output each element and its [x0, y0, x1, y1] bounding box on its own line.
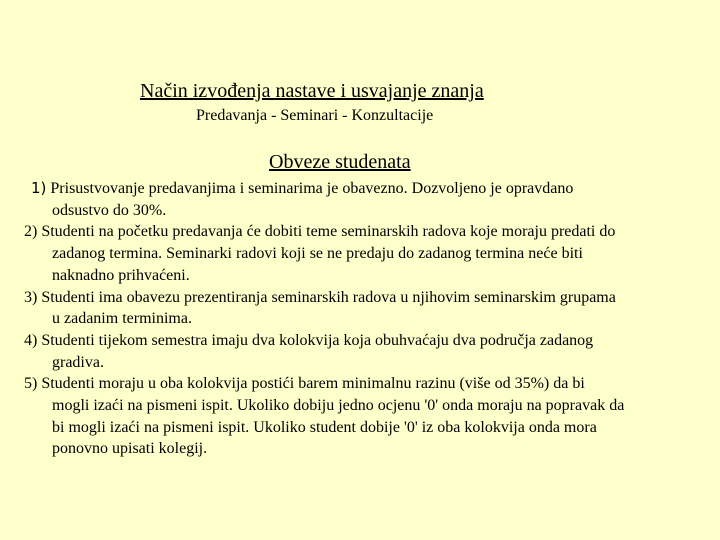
obligation-text-line: mogli izaći na pismeni ispit. Ukoliko dobiju jedno ocjenu '0' onda moraju na popravak da — [52, 397, 625, 415]
obligation-number: 3) — [24, 288, 38, 306]
section-title: Obveze studenata — [269, 151, 411, 173]
obligation-text-line: Studenti tijekom semestra imaju dva kolokvija koja obuhvaćaju dva područja zadanog — [41, 331, 594, 349]
obligation-item-2 — [0, 221, 720, 286]
obligation-item-3 — [0, 287, 720, 330]
obligation-text-line: u zadanim terminima. — [52, 310, 192, 328]
obligation-number: 2) — [24, 223, 38, 241]
slide-subtitle: Predavanja - Seminari - Konzultacije — [196, 107, 434, 124]
obligation-number: 5) — [24, 375, 38, 393]
obligation-number: 1) — [31, 179, 47, 197]
obligation-text-line: gradiva. — [52, 353, 104, 371]
obligation-text-line: Studenti na početku predavanja će dobiti teme seminarskih radova koje moraju predati do — [41, 223, 616, 241]
obligation-text-line: ponovno upisati kolegij. — [52, 440, 208, 458]
obligation-text-line: naknadno prihvaćeni. — [52, 266, 190, 284]
obligation-text-line: bi mogli izaći na pismeni ispit. Ukoliko student dobije '0' iz oba kolokvija onda mora — [52, 418, 597, 436]
obligation-text-line: Studenti moraju u oba kolokvija postići barem minimalnu razinu (više od 35%) da bi — [41, 375, 585, 393]
obligation-text-line: Prisustvovanje predavanjima i seminarima je obavezno. Dozvoljeno je opravdano — [50, 180, 574, 197]
obligation-number: 4) — [24, 331, 38, 349]
obligations-list — [0, 178, 720, 460]
obligation-text-line: odsustvo do 30%. — [52, 201, 167, 219]
obligation-text-line: Studenti ima obavezu prezentiranja seminarskih radova u njihovim seminarskim grupama — [41, 288, 616, 306]
obligation-item-4 — [0, 330, 720, 373]
slide-title: Način izvođenja nastave i usvajanje znanja — [140, 80, 484, 102]
obligation-text-line: zadanog termina. Seminarki radovi koji se ne predaju do zadanog termina neće biti — [52, 245, 583, 263]
obligation-item-5 — [0, 373, 720, 460]
obligation-item-1 — [0, 178, 720, 221]
